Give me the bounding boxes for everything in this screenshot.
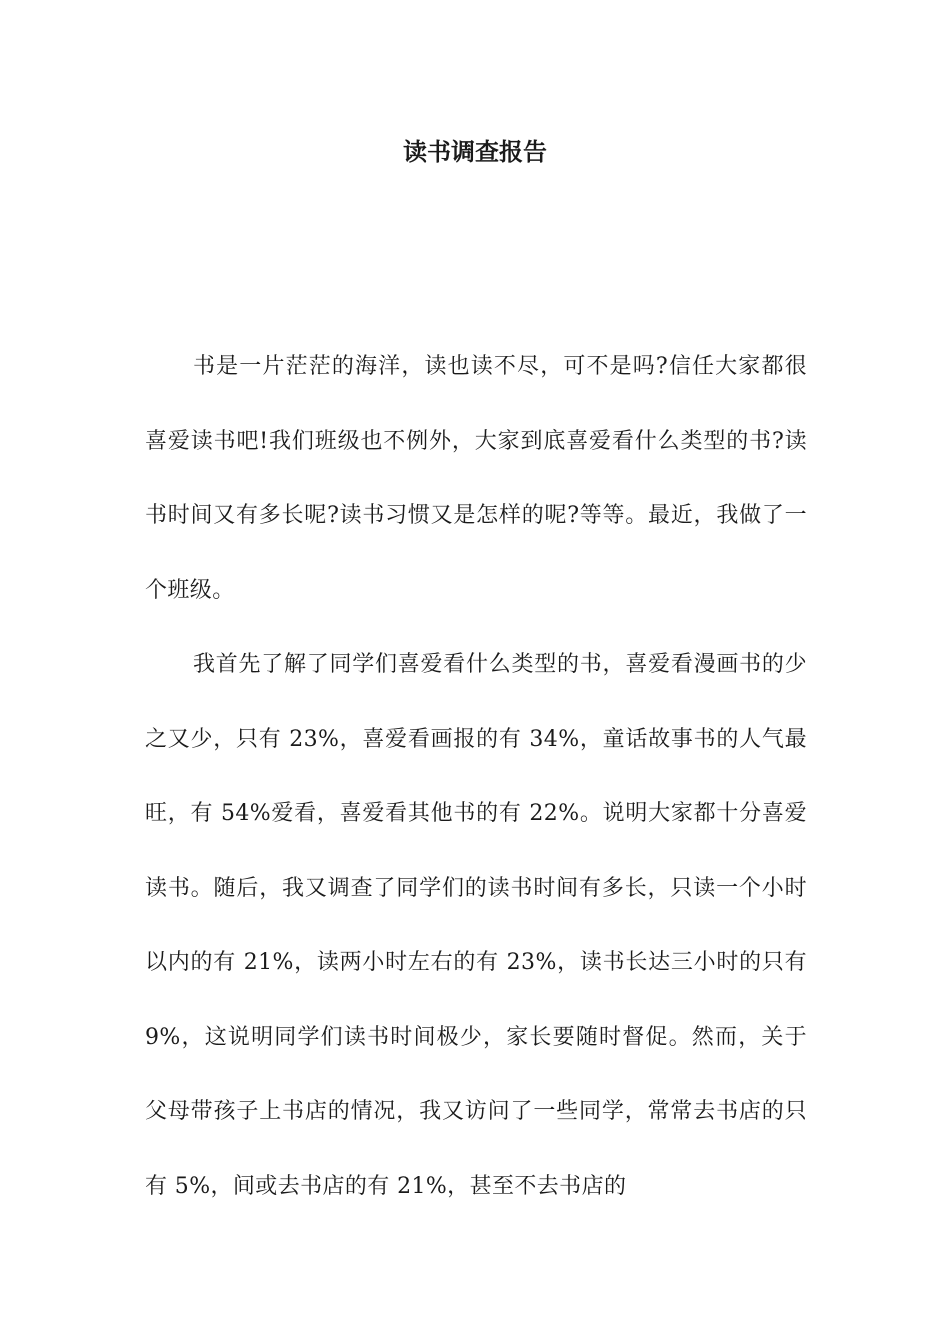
paragraph-survey-results: 我首先了解了同学们喜爱看什么类型的书，喜爱看漫画书的少之又少，只有 23%，喜爱看画报的有 34%，童话故事书的人气最旺，有 54%爱看，喜爱看其他书的有 22%。说明大家都十分喜爱读书。随后，我又调查了同学们的读书时间有多长，只读一个小时以内的有 21%，读两小时左右的有 23%，读书长达三小时的只有 9%，这说明同学们读书时间极少，家长要随时督促。然而，关于父母带孩子上书店的情况，我又访问了一些同学，常常去书店的只有 5%，间或去书店的有 21%，甚至不去书店的 [145,652,807,1199]
paragraph-intro: 书是一片茫茫的海洋，读也读不尽，可不是吗?信任大家都很喜爱读书吧!我们班级也不例外，大家到底喜爱看什么类型的书?读书时间又有多长呢?读书习惯又是怎样的呢?等等。最近，我做了一个班级。 [145,354,807,603]
document-body [145,330,807,1224]
document-title: 读书调查报告 [403,137,547,166]
